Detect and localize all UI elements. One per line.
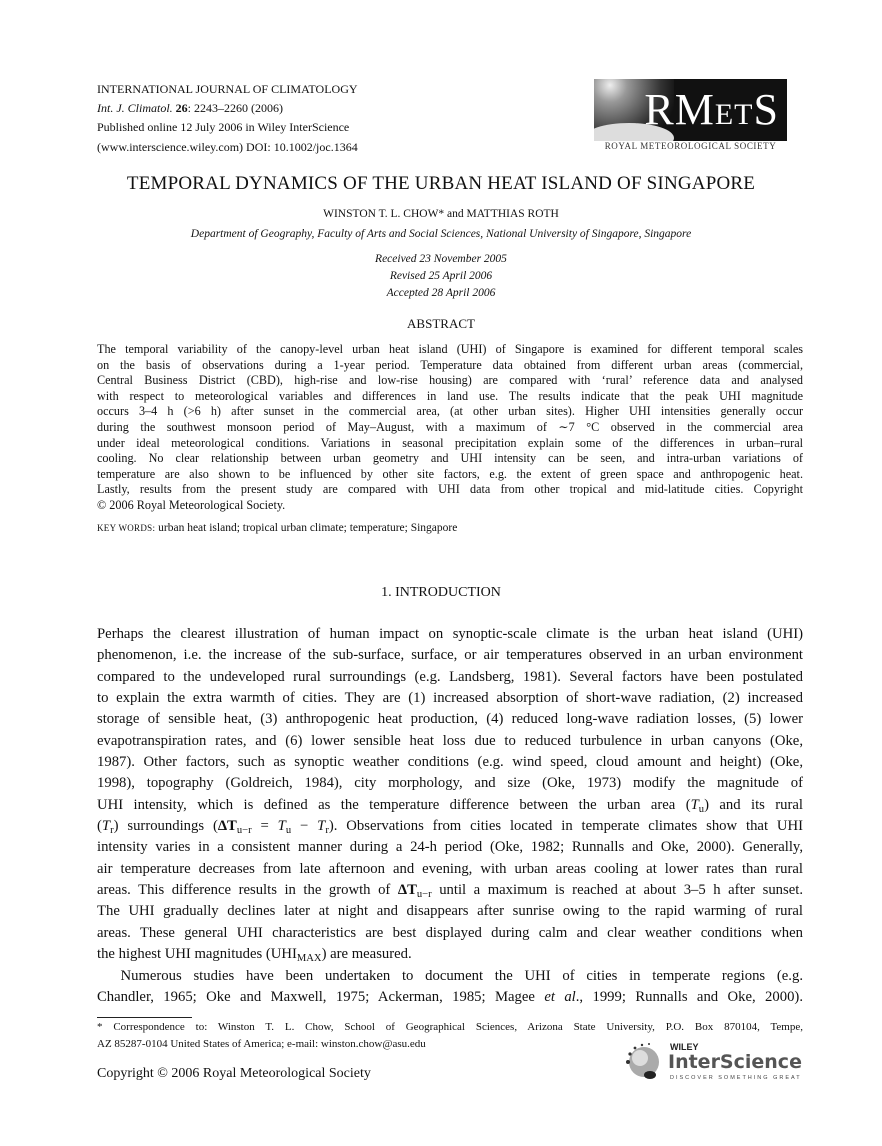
body-line: The UHI gradually declines later at night and disappears after sunrise owing to the rapid warming of rural [97, 903, 803, 920]
paper-title: TEMPORAL DYNAMICS OF THE URBAN HEAT ISLAND OF SINGAPORE [126, 173, 756, 194]
body-line: compared to the undeveloped rural surroundings (e.g. Landsberg, 1981). Several factors have been postulated [97, 668, 803, 685]
svg-text:InterScience: InterScience [668, 1051, 802, 1073]
doi-line: (www.interscience.wiley.com) DOI: 10.1002/joc.1364 [97, 139, 358, 154]
body-line: to explain the extra warmth of cities. They are (1) increased absorption of short-wave radiation, (2) increased [97, 690, 803, 707]
body-line: air temperature decreases from late afternoon and evening, with urban areas cooling at lower rates than rural [97, 860, 803, 877]
svg-text:WILEY: WILEY [670, 1042, 699, 1052]
globe-icon [622, 1038, 802, 1082]
revised-date: Revised 25 April 2006 [389, 270, 493, 282]
abstract-line: during the southwest monsoon period of May–August, with a maximum of ∼7 °C observed in the commercial area [97, 419, 803, 434]
dates [0, 251, 882, 302]
accepted-date: Accepted 28 April 2006 [386, 287, 496, 299]
copyright: Copyright © 2006 Royal Meteorological Society [97, 1066, 371, 1081]
body-line: Chandler, 1965; Oke and Maxwell, 1975; Ackerman, 1985; Magee et al., 1999; Runnalls and Oke, 2000). [97, 988, 803, 1005]
abstract-line: with respect to meteorological variables and differences in land use. The results indicate that the peak UHI magnitude [97, 388, 803, 403]
body-line: intensity varies in a consistent manner during a 24-h period (Oke, 1982; Runnalls and Oke, 2000). Generally, [97, 839, 803, 856]
abstract-line: on the basis of observations during a 1-year period. Temperature data obtained from different urban areas (commercial, [97, 357, 803, 372]
abstract-line: Lastly, results from the present study are compared with UHI data from other tropical and mid-latitude cities. Copyright [97, 482, 803, 497]
published-line: Published online 12 July 2006 in Wiley InterScience [97, 120, 350, 135]
svg-text:DISCOVER SOMETHING GREAT: DISCOVER SOMETHING GREAT [670, 1075, 802, 1081]
body-line: storage of sensible heat, (3) anthropogenic heat production, (4) reduced long-wave radiation losses, (5) lower [97, 711, 803, 728]
body-line: the highest UHI magnitudes $(UHI_{MAX})$ are measured. [97, 946, 412, 965]
citation: Int. J. Climatol. 26: 2243–2260 (2006) [97, 101, 283, 116]
rmets-logo-subtitle: ROYAL METEOROLOGICAL SOCIETY [604, 141, 777, 151]
keywords: KEY WORDS: urban heat island; tropical urban climate; temperature; Singapore [97, 522, 458, 534]
affiliation: Department of Geography, Faculty of Arts and Social Sciences, National University of Singapore, Singapore [190, 228, 692, 240]
abstract-line: © 2006 Royal Meteorological Society. [97, 497, 286, 512]
body-line: 1998), topography (Goldreich, 1984), city morphology, and size (Oke, 1973) modify the magnitude of [97, 775, 803, 792]
abstract-heading: ABSTRACT [407, 316, 475, 331]
journal-name: INTERNATIONAL JOURNAL OF CLIMATOLOGY [97, 82, 358, 96]
abstract-line: temperature are also shown to be influenced by other site factors, e.g. the extent of green space and anthropogenic heat. [97, 466, 803, 481]
body-line: $(T_r)$ surroundings $(\Delta T_{u-r} = T_u - T_r)$. Observations from cities located in temperate climates show that UHI [97, 818, 803, 837]
body-line: 1987). Other factors, such as synoptic weather conditions (e.g. wind speed, cloud amount and height) (Oke, [97, 754, 803, 771]
authors: WINSTON T. L. CHOW* and MATTHIAS ROTH [323, 208, 559, 220]
body-line: phenomenon, i.e. the increase of the sub-surface, surface, or air temperatures observed in an urban environment [97, 647, 803, 664]
journal-header [97, 80, 358, 157]
footnote-divider [97, 1017, 192, 1018]
wiley-interscience-logo [622, 1038, 802, 1082]
body-line: areas. These general UHI characteristics are best displayed during calm and clear weather conditions when [97, 924, 803, 941]
abstract-text [97, 342, 803, 514]
section-heading: 1. INTRODUCTION [381, 585, 501, 600]
abstract-line: cooling. No clear relationship between urban geometry and UHI intensity can be seen, and intra-urban variations of [97, 451, 803, 466]
body-line: evapotranspiration rates, and (6) lower sensible heat loss due to reduced turbulence in urban canyons (Oke, [97, 732, 803, 749]
abstract-line: Central Business District (CBD), high-rise and low-rise housing) are compared with ‘rural’ reference data and analysed [97, 373, 803, 388]
abstract-line: under ideal meteorological conditions. Variations in seasonal precipitation explain some of the differences in urban–rural [97, 435, 803, 450]
abstract-line: occurs 3–4 h (>6 h) after sunset in the commercial area, (at other urban sites). Higher UHI intensities generally occur [97, 404, 803, 419]
body-line: areas. This difference results in the growth of $\Delta T_{u-r}$ until a maximum is reached at about 3–5 h after sunset. [97, 882, 804, 901]
body-line: UHI intensity, which is defined as the temperature difference between the urban area $(T_u)$ and its rural [97, 796, 803, 815]
body-text [97, 624, 803, 1008]
footnote: * Correspondence to: Winston T. L. Chow, School of Geographical Sciences, Arizona State University, P.O. Box 870104, Tempe, AZ 85287-0104 United States of America; e-mail: winston.chow@asu.edu [97, 1021, 803, 1050]
abstract-line: The temporal variability of the canopy-level urban heat island (UHI) of Singapore is examined for different temporal scales [97, 342, 803, 356]
body-line: Perhaps the clearest illustration of human impact on synoptic-scale climate is the urban heat island (UHI) [97, 626, 803, 642]
rmets-logo: RMETS [594, 79, 787, 141]
received-date: Received 23 November 2005 [375, 253, 507, 265]
body-line: Numerous studies have been undertaken to document the UHI of cities in temperate regions (e.g. [97, 967, 803, 984]
